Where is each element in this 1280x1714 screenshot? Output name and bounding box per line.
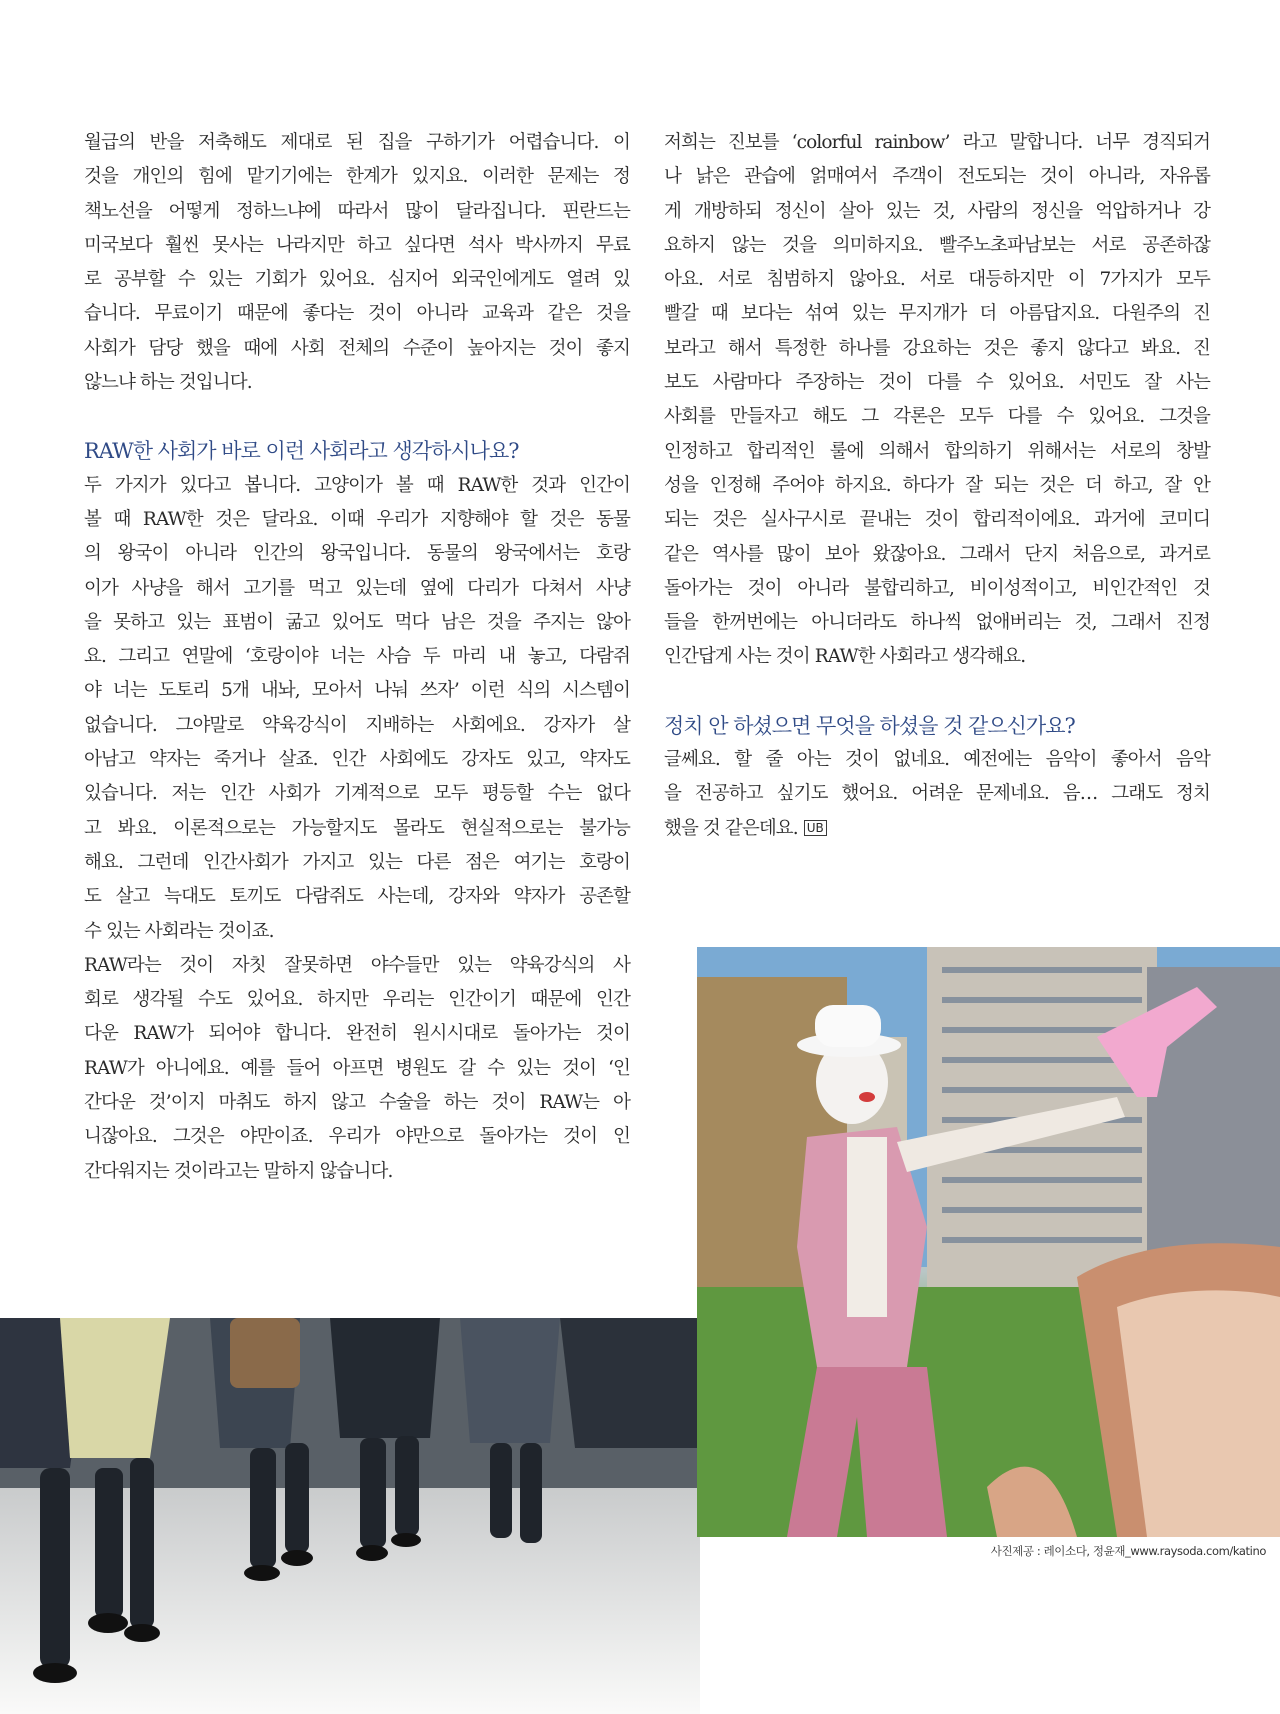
- paragraph-3: [84, 949, 630, 1189]
- text-line: 수 있는 사회라는 것이죠.: [84, 920, 274, 942]
- text-line: 나 낡은 관습에 얽매여서 주객이 전도되는 것이 아니라, 자유롭: [664, 166, 1210, 188]
- interview-question: 정치 안 하셨으면 무엇을 하셨을 것 같으신가요?: [664, 713, 1075, 738]
- text-line: 회로 생각될 수도 있어요. 하지만 우리는 인간이기 때문에 인간: [84, 989, 630, 1011]
- text-line: 것을 개인의 힘에 맡기기에는 한계가 있지요. 이러한 문제는 정: [84, 166, 630, 188]
- text-line: 두 가지가 있다고 봅니다. 고양이가 볼 때 RAW한 것과 인간이: [84, 474, 630, 496]
- text-line: 사회를 만들자고 해도 그 각론은 모두 다를 수 있어요. 그것을: [664, 406, 1210, 428]
- text-line: 요하지 않는 것을 의미하지요. 빨주노초파남보는 서로 공존하잖: [664, 234, 1210, 256]
- right-column: [664, 126, 1210, 846]
- text-line: 해요. 그런데 인간사회가 가지고 있는 다른 점은 여기는 호랑이: [84, 851, 630, 873]
- text-line: RAW라는 것이 자칫 잘못하면 야수들만 있는 약육강식의 사: [84, 954, 630, 976]
- text-line: 을 전공하고 싶기도 했어요. 어려운 문제네요. 음… 그래도 정치: [664, 783, 1210, 805]
- text-line: 보도 사람마다 주장하는 것이 다를 수 있어요. 서민도 잘 사는: [664, 372, 1210, 394]
- paragraph-1: [84, 126, 630, 400]
- paragraph-5: [664, 743, 1210, 846]
- text-line: 있습니다. 저는 인간 사회가 기계적으로 모두 평등할 수는 없다: [84, 783, 630, 805]
- text-line: 저희는 진보를 ‘colorful rainbow’ 라고 말합니다. 너무 경직되거: [664, 132, 1210, 153]
- text-line: 도 살고 늑대도 토끼도 다람쥐도 사는데, 강자와 약자가 공존할: [84, 886, 630, 908]
- text-line: 인간답게 사는 것이 RAW한 사회라고 생각해요.: [664, 646, 1026, 668]
- left-column: [84, 126, 630, 1189]
- end-mark: UB: [804, 820, 827, 836]
- text-line: 볼 때 RAW한 것은 달라요. 이때 우리가 지향해야 할 것은 동물: [84, 508, 630, 530]
- text-line: 을 못하고 있는 표범이 굶고 있어도 먹다 남은 것을 주지는 않아: [84, 611, 630, 633]
- text-line: 들을 한꺼번에는 아니더라도 하나씩 없애버리는 것, 그래서 진정: [664, 612, 1210, 634]
- text-line: 성을 인정해 주어야 하지요. 하다가 잘 되는 것은 더 하고, 잘 안: [664, 474, 1210, 496]
- text-line-last: [664, 812, 1210, 846]
- text-line: 게 개방하되 정신이 살아 있는 것, 사람의 정신을 억압하거나 강: [664, 200, 1210, 222]
- text-line: 인정하고 합리적인 룰에 의해서 합의하기 위해서는 서로의 창발: [664, 440, 1210, 462]
- text-line: RAW가 아니에요. 예를 들어 아프면 병원도 갈 수 있는 것이 ‘인: [84, 1057, 630, 1079]
- text-line: 빨갈 때 보다는 섞여 있는 무지개가 더 아름답지요. 다원주의 진: [664, 303, 1210, 325]
- text-line: 다운 RAW가 되어야 합니다. 완전히 원시시대로 돌아가는 것이: [84, 1023, 630, 1045]
- clown-performer-photo: [697, 947, 1280, 1537]
- text-line: 않느냐 하는 것입니다.: [84, 372, 252, 394]
- text-line: 돌아가는 것이 아니라 불합리하고, 비이성적이고, 비인간적인 것: [664, 577, 1210, 599]
- text-line: 간다워지는 것이라고는 말하지 않습니다.: [84, 1160, 393, 1182]
- text-line: 이가 사냥을 해서 고기를 먹고 있는데 옆에 다리가 다쳐서 사냥: [84, 577, 630, 599]
- text-line: 보라고 해서 특정한 하나를 강요하는 것은 좋지 않다고 봐요. 진: [664, 337, 1210, 359]
- text-line: 월급의 반을 저축해도 제대로 된 집을 구하기가 어렵습니다. 이: [84, 132, 630, 153]
- interview-question: RAW한 사회가 바로 이런 사회라고 생각하시나요?: [84, 439, 519, 464]
- text-line: 요. 그리고 연말에 ‘호랑이야 너는 사슴 두 마리 내 놓고, 다람쥐: [84, 646, 630, 668]
- text-line: 아요. 서로 침범하지 않아요. 서로 대등하지만 이 7가지가 모두: [664, 269, 1210, 291]
- text-line: 아남고 약자는 죽거나 살죠. 인간 사회에도 강자도 있고, 약자도: [84, 749, 630, 771]
- crowd-walking-photo: [0, 1318, 700, 1714]
- text-line: 미국보다 훨씬 못사는 나라지만 하고 싶다면 석사 박사까지 무료: [84, 234, 630, 256]
- photo-credit: 사진제공 : 레이소다, 정윤재_www.raysoda.com/katino: [990, 1544, 1266, 1558]
- text-line: 글쎄요. 할 줄 아는 것이 없네요. 예전에는 음악이 좋아서 음악: [664, 749, 1210, 771]
- text-line: 습니다. 무료이기 때문에 좋다는 것이 아니라 교육과 같은 것을: [84, 303, 630, 325]
- text-line: 같은 역사를 많이 보아 왔잖아요. 그래서 단지 처음으로, 과거로: [664, 543, 1210, 565]
- paragraph-4: [664, 126, 1210, 675]
- paragraph-2: [84, 469, 630, 949]
- text-line: 로 공부할 수 있는 기회가 있어요. 심지어 외국인에게도 열려 있: [84, 269, 630, 291]
- text-line: 책노선을 어떻게 정하느냐에 따라서 많이 달라집니다. 핀란드는: [84, 200, 630, 222]
- text-line: 니잖아요. 그것은 야만이죠. 우리가 야만으로 돌아가는 것이 인: [84, 1126, 630, 1148]
- crowd-walking-illustration: [0, 1318, 700, 1714]
- text-line: 의 왕국이 아니라 인간의 왕국입니다. 동물의 왕국에서는 호랑: [84, 543, 630, 565]
- text-line-content: 했을 것 같은데요.: [664, 817, 798, 839]
- text-line: 간다운 것’이지 마취도 하지 않고 수술을 하는 것이 RAW는 아: [84, 1092, 630, 1114]
- text-line: 고 봐요. 이론적으로는 가능할지도 몰라도 현실적으로는 불가능: [84, 817, 630, 839]
- text-line: 사회가 담당 했을 때에 사회 전체의 수준이 높아지는 것이 좋지: [84, 337, 630, 359]
- text-line: 되는 것은 실사구시로 끝내는 것이 합리적이에요. 과거에 코미디: [664, 509, 1210, 531]
- clown-performer-illustration: [697, 947, 1280, 1537]
- text-line: 없습니다. 그야말로 약육강식이 지배하는 사회에요. 강자가 살: [84, 714, 630, 736]
- text-line: 야 너는 도토리 5개 내놔, 모아서 나눠 쓰자’ 이런 식의 시스템이: [84, 680, 630, 702]
